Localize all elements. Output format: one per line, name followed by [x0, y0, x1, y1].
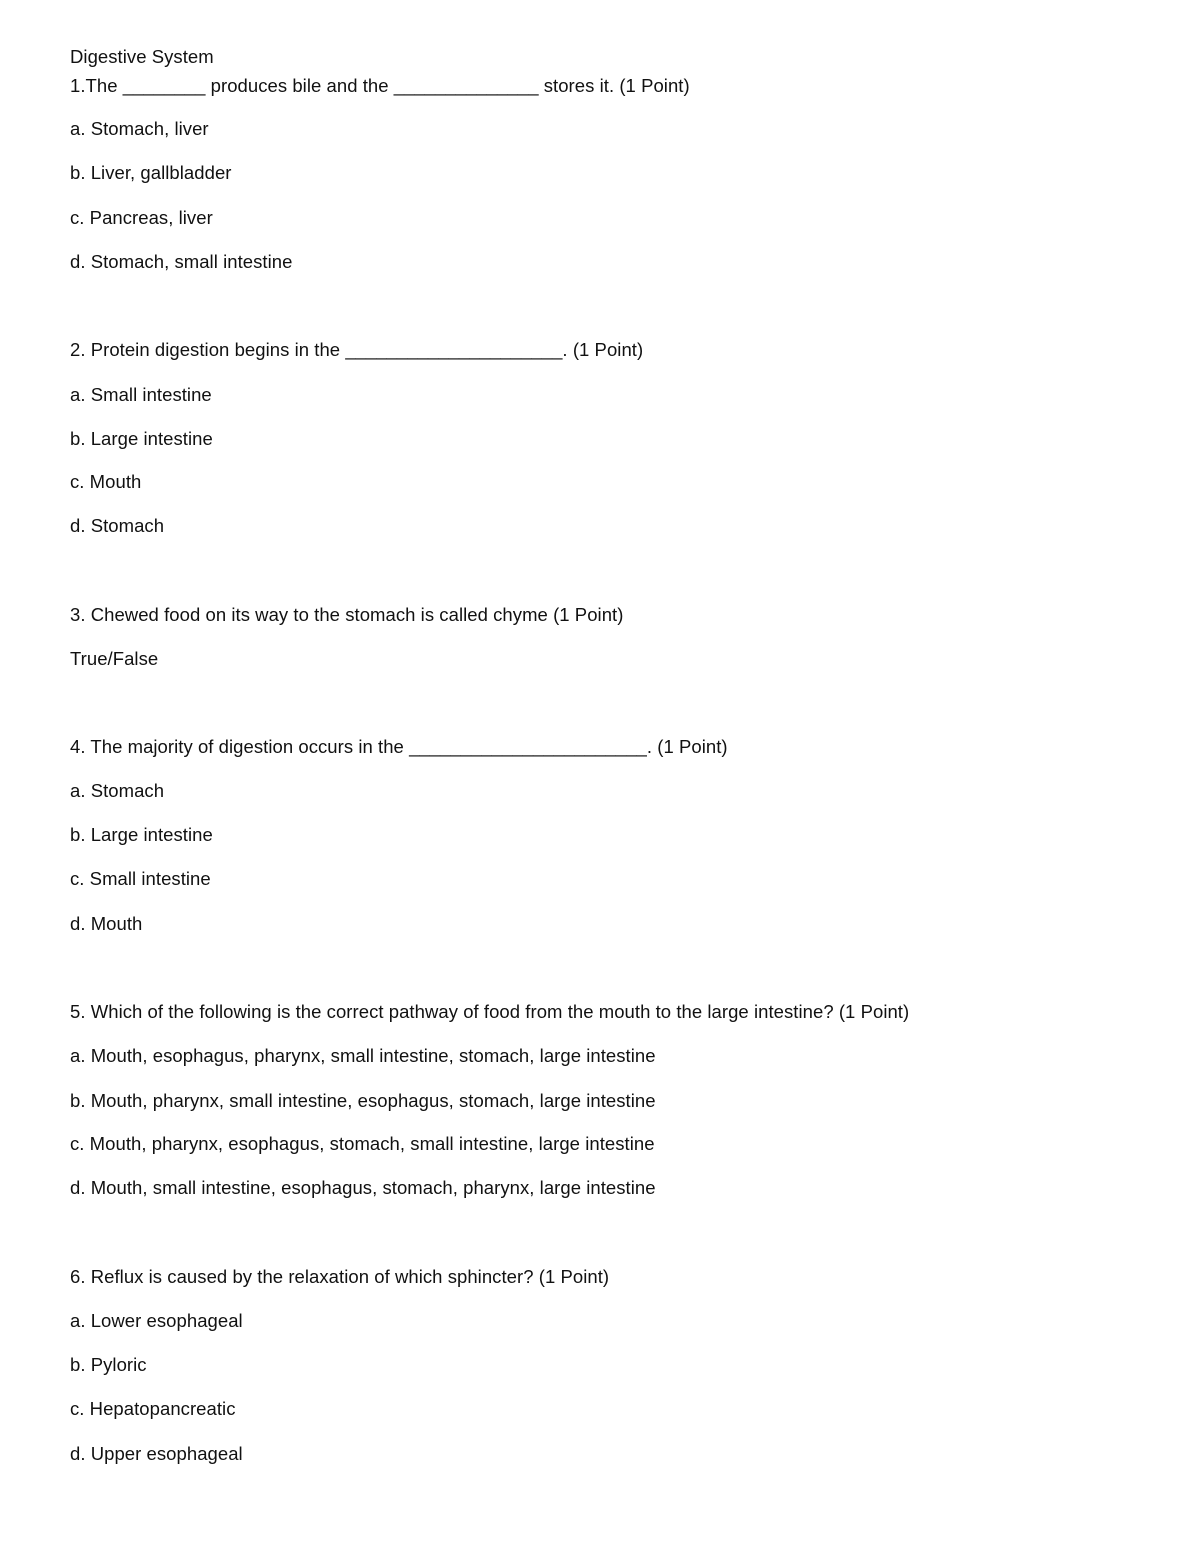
question-2-option-d: d. Stomach — [70, 515, 165, 536]
question-4-option-c: c. Small intestine — [70, 868, 211, 889]
question-1-option-c: c. Pancreas, liver — [70, 207, 213, 228]
question-6-option-a: a. Lower esophageal — [70, 1310, 243, 1331]
question-1-option-b: b. Liver, gallbladder — [70, 162, 232, 183]
question-4-text: 4. The majority of digestion occurs in the _______________________. (1 Point) — [70, 736, 728, 757]
question-5-text: 5. Which of the following is the correct pathway of food from the mouth to the large intestine? (1 Point) — [70, 1001, 910, 1022]
question-2-option-b: b. Large intestine — [70, 428, 213, 449]
question-3-text: 3. Chewed food on its way to the stomach is called chyme (1 Point) — [70, 604, 624, 625]
question-5-option-b: b. Mouth, pharynx, small intestine, esophagus, stomach, large intestine — [70, 1090, 656, 1111]
question-4-option-b: b. Large intestine — [70, 824, 213, 845]
question-5-option-c: c. Mouth, pharynx, esophagus, stomach, small intestine, large intestine — [70, 1133, 655, 1154]
question-1-option-d: d. Stomach, small intestine — [70, 251, 293, 272]
question-5-option-a: a. Mouth, esophagus, pharynx, small intestine, stomach, large intestine — [70, 1045, 656, 1066]
question-1-option-a: a. Stomach, liver — [70, 118, 209, 139]
question-2-option-a: a. Small intestine — [70, 384, 212, 405]
question-1-text: 1.The ________ produces bile and the ______________ stores it. (1 Point) — [70, 75, 690, 96]
question-6-option-c: c. Hepatopancreatic — [70, 1398, 236, 1419]
question-2-text: 2. Protein digestion begins in the _____________________. (1 Point) — [70, 339, 644, 360]
question-3-answer-format: True/False — [70, 648, 159, 669]
question-4-option-a: a. Stomach — [70, 780, 165, 801]
question-6-text: 6. Reflux is caused by the relaxation of which sphincter? (1 Point) — [70, 1266, 610, 1287]
document-title: Digestive System — [70, 46, 214, 67]
question-6-option-d: d. Upper esophageal — [70, 1443, 243, 1464]
question-4-option-d: d. Mouth — [70, 913, 143, 934]
question-6-option-b: b. Pyloric — [70, 1354, 147, 1375]
question-2-option-c: c. Mouth — [70, 471, 142, 492]
question-5-option-d: d. Mouth, small intestine, esophagus, stomach, pharynx, large intestine — [70, 1177, 656, 1198]
